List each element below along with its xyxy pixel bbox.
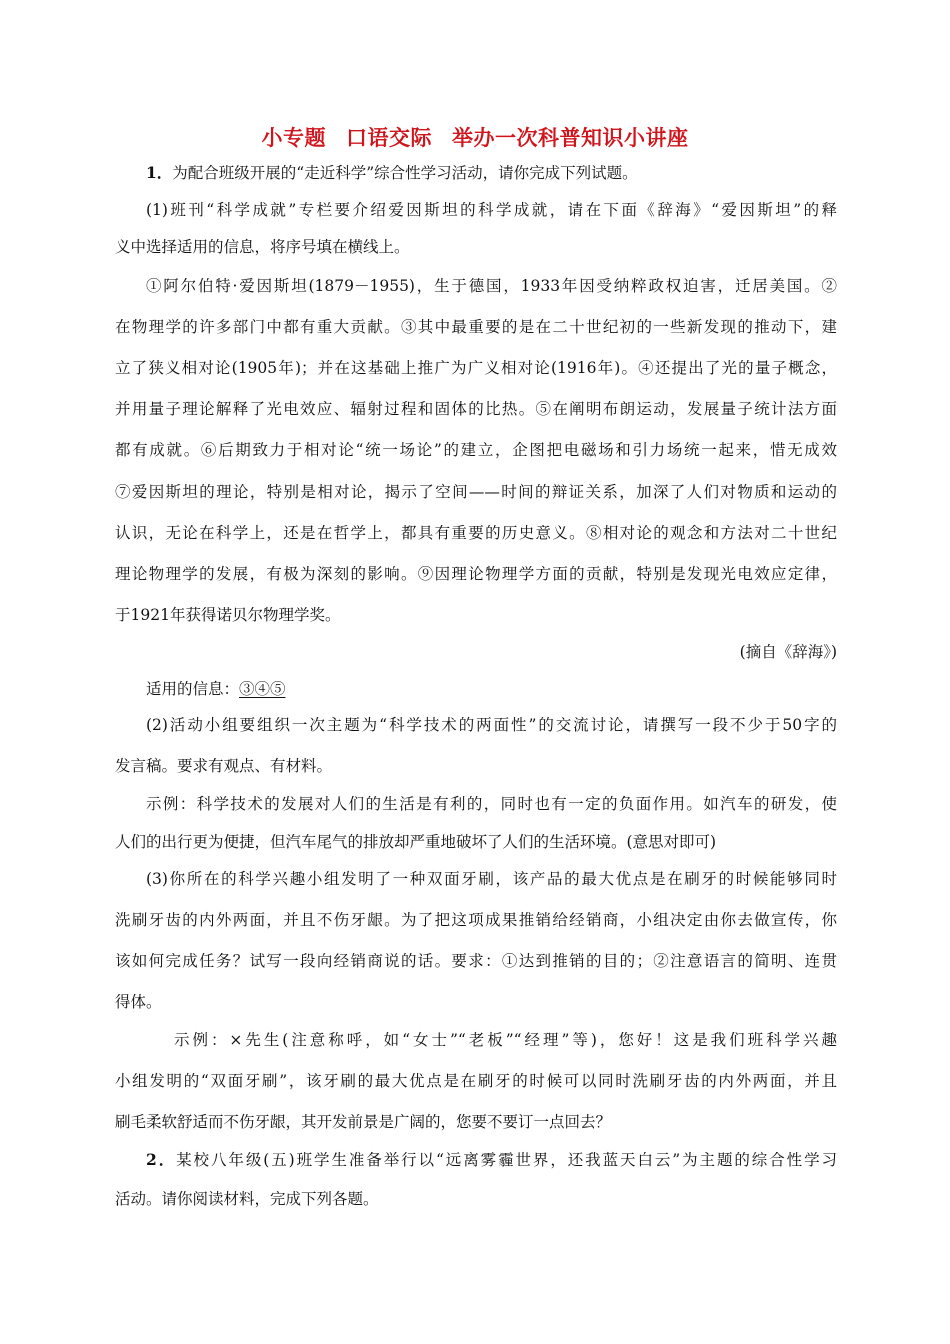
question-2-line-2: 活动。请你阅读材料，完成下列各题。: [115, 1190, 379, 1208]
passage-line: 都有成就。⑥后期致力于相对论“统一场论”的建立，企图把电磁场和引力场统一起来，惜无成效: [115, 441, 837, 459]
passage-line: 并用量子理论解释了光电效应、辐射过程和固体的比热。⑤在阐明布朗运动，发展量子统计法方面: [115, 400, 837, 418]
passage-line: 认识，无论在科学上，还是在哲学上，都具有重要的历史意义。⑧相对论的观念和方法对二十世纪: [115, 524, 837, 542]
sub-question-3-line-1: (3)你所在的科学兴趣小组发明了一种双面牙刷，该产品的最大优点是在刷牙的时候能够同时: [146, 870, 837, 888]
example-3-line-1: 示例：×先生(注意称呼，如“女士”“老板”“经理”等)，您好！这是我们班科学兴趣: [174, 1031, 837, 1049]
example-3-line-3: 刷毛柔软舒适而不伤牙龈，其开发前景是广阔的，您要不要订一点回去？: [115, 1113, 612, 1131]
example-3-line-2: 小组发明的“双面牙刷”，该牙刷的最大优点是在刷牙的时候可以同时洗刷牙齿的内外两面，并且: [115, 1072, 837, 1090]
sub-question-2-line-1: (2)活动小组要组织一次主题为“科学技术的两面性”的交流讨论，请撰写一段不少于50字的: [146, 716, 837, 734]
question-1-number: 1．: [146, 163, 173, 182]
question-1-intro: [146, 161, 837, 185]
question-1-text: 为配合班级开展的“走近科学”综合性学习活动，请你完成下列试题。: [172, 164, 638, 182]
answer-line: [146, 677, 837, 701]
passage-source: (摘自《辞海》): [739, 643, 837, 661]
passage-line: 在物理学的许多部门中都有重大贡献。③其中最重要的是在二十世纪初的一些新发现的推动下，建: [115, 318, 837, 336]
passage-line: ⑦爱因斯坦的理论，特别是相对论，揭示了空间——时间的辩证关系，加深了人们对物质和运动的: [115, 483, 837, 501]
passage-line: 立了狭义相对论(1905年)；并在这基础上推广为广义相对论(1916年)。④还提出了光的量子概念，: [115, 359, 837, 377]
question-2-text: 某校八年级(五)班学生准备举行以“远离雾霾世界，还我蓝天白云”为主题的综合性学习: [176, 1151, 837, 1169]
sub-question-3-line-2: 洗刷牙齿的内外两面，并且不伤牙龈。为了把这项成果推销给经销商，小组决定由你去做宣传，你: [115, 911, 837, 929]
sub-question-2-line-2: 发言稿。要求有观点、有材料。: [115, 757, 333, 775]
sub-question-1-line-1: (1)班刊“科学成就”专栏要介绍爱因斯坦的科学成就，请在下面《辞海》“爱因斯坦”的释: [146, 201, 837, 219]
question-2-number: 2．: [146, 1150, 177, 1169]
sub-question-3-line-4: 得体。: [115, 993, 162, 1011]
title-part-subject: 举办一次科普知识小讲座: [452, 126, 689, 150]
answer-value: ③④⑤: [239, 680, 286, 698]
page-title: [0, 122, 950, 152]
answer-label: 适用的信息：: [146, 680, 240, 698]
example-2-line-2: 人们的出行更为便捷，但汽车尾气的排放却严重地破坏了人们的生活环境。(意思对即可): [115, 833, 717, 851]
title-part-topic: 小专题: [261, 126, 326, 150]
title-part-category: 口语交际: [346, 126, 432, 150]
passage-line: ①阿尔伯特·爱因斯坦(1879－1955)，生于德国，1933年因受纳粹政权迫害，迁居美国。②: [146, 277, 837, 295]
passage-line: 于1921年获得诺贝尔物理学奖。: [115, 606, 341, 624]
passage-line: 理论物理学的发展，有极为深刻的影响。⑨因理论物理学方面的贡献，特别是发现光电效应定律，: [115, 565, 837, 583]
sub-question-1-line-2: 义中选择适用的信息，将序号填在横线上。: [115, 238, 410, 256]
question-2-line-1: [146, 1148, 837, 1172]
sub-question-3-line-3: 该如何完成任务？试写一段向经销商说的话。要求：①达到推销的目的；②注意语言的简明、连贯: [115, 952, 837, 970]
example-2-line-1: 示例：科学技术的发展对人们的生活是有利的，同时也有一定的负面作用。如汽车的研发，使: [146, 795, 837, 813]
